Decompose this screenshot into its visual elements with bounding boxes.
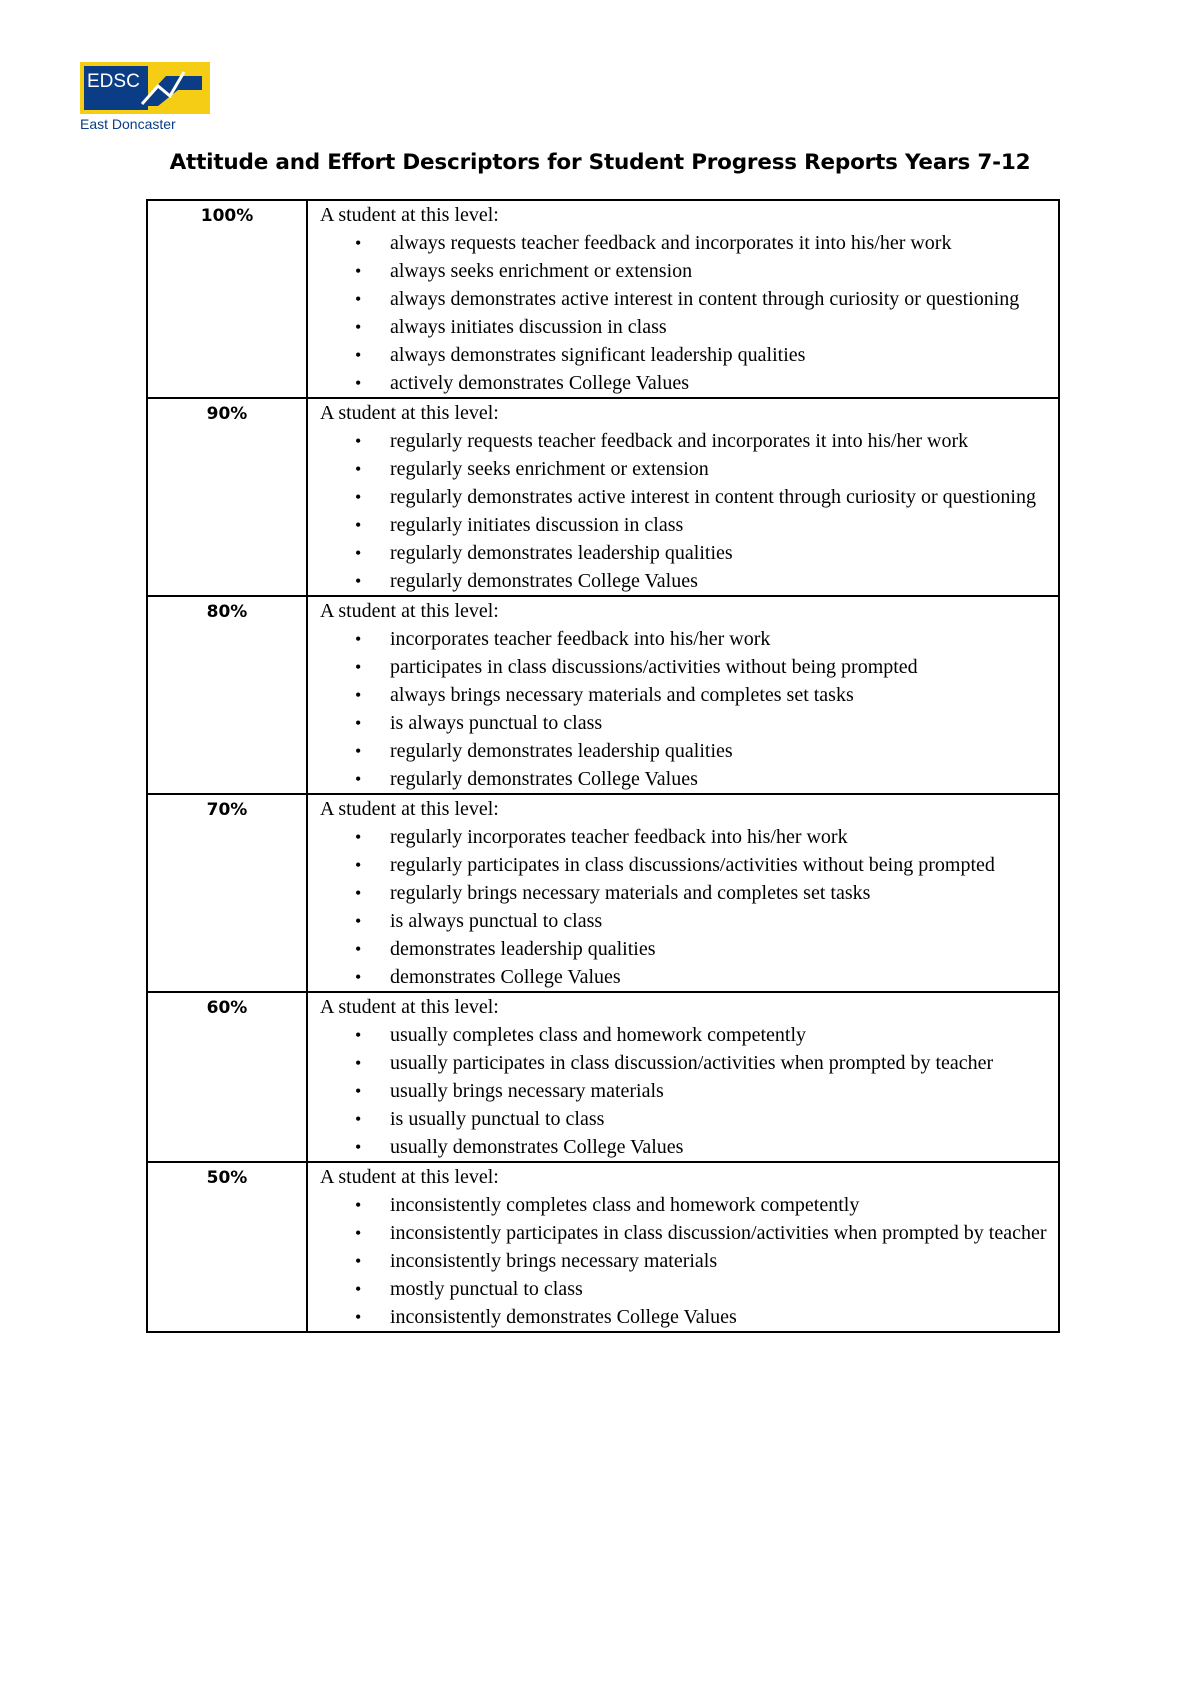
list-item: • usually demonstrates College Values [390, 1133, 1048, 1161]
list-item: • inconsistently brings necessary materials [390, 1247, 1048, 1275]
list-item: • participates in class discussions/activities without being prompted [390, 653, 1048, 681]
list-item: • always requests teacher feedback and incorporates it into his/her work [390, 229, 1048, 257]
descriptor-list [318, 823, 1048, 991]
descriptor-list [318, 1191, 1048, 1331]
list-item: • regularly initiates discussion in class [390, 511, 1048, 539]
list-item: • always demonstrates significant leadership qualities [390, 341, 1048, 369]
list-item: • inconsistently completes class and homework competently [390, 1191, 1048, 1219]
table-row [147, 596, 1059, 794]
list-item: • regularly demonstrates College Values [390, 567, 1048, 595]
logo-name: East Doncaster [80, 116, 176, 132]
list-item: • is always punctual to class [390, 709, 1048, 737]
level-description [307, 398, 1059, 596]
table-row [147, 1162, 1059, 1332]
logo-abbr: EDSC [87, 71, 140, 92]
level-percentage: 80% [147, 596, 307, 794]
list-item: • demonstrates leadership qualities [390, 935, 1048, 963]
level-intro: A student at this level: [320, 798, 499, 820]
table-row [147, 794, 1059, 992]
list-item: • incorporates teacher feedback into his/her work [390, 625, 1048, 653]
list-item: • regularly demonstrates College Values [390, 765, 1048, 793]
level-percentage: 60% [147, 992, 307, 1162]
list-item: • regularly demonstrates leadership qualities [390, 539, 1048, 567]
level-percentage: 70% [147, 794, 307, 992]
level-description [307, 1162, 1059, 1332]
list-item: • regularly demonstrates active interest in content through curiosity or questioning [390, 483, 1048, 511]
descriptor-list [318, 625, 1048, 793]
list-item: • regularly seeks enrichment or extension [390, 455, 1048, 483]
list-item: • regularly participates in class discussions/activities without being prompted [390, 851, 1048, 879]
level-description [307, 992, 1059, 1162]
list-item: • usually completes class and homework competently [390, 1021, 1048, 1049]
list-item: • actively demonstrates College Values [390, 369, 1048, 397]
list-item: • regularly demonstrates leadership qualities [390, 737, 1048, 765]
level-description [307, 794, 1059, 992]
descriptor-list [318, 1021, 1048, 1161]
page-title: Attitude and Effort Descriptors for Student Progress Reports Years 7-12 [169, 150, 1031, 175]
list-item: • usually brings necessary materials [390, 1077, 1048, 1105]
list-item: • regularly incorporates teacher feedback into his/her work [390, 823, 1048, 851]
descriptors-table [146, 199, 1060, 1333]
level-intro: A student at this level: [320, 402, 499, 424]
descriptor-list [318, 229, 1048, 397]
level-percentage: 50% [147, 1162, 307, 1332]
list-item: • regularly requests teacher feedback and incorporates it into his/her work [390, 427, 1048, 455]
list-item: • inconsistently participates in class discussion/activities when prompted by teacher [390, 1219, 1048, 1247]
table-row [147, 398, 1059, 596]
table-row [147, 200, 1059, 398]
level-percentage: 100% [147, 200, 307, 398]
descriptor-list [318, 427, 1048, 595]
list-item: • always initiates discussion in class [390, 313, 1048, 341]
list-item: • regularly brings necessary materials and completes set tasks [390, 879, 1048, 907]
level-intro: A student at this level: [320, 204, 499, 226]
list-item: • mostly punctual to class [390, 1275, 1048, 1303]
table-row [147, 992, 1059, 1162]
list-item: • is always punctual to class [390, 907, 1048, 935]
list-item: • always brings necessary materials and completes set tasks [390, 681, 1048, 709]
level-intro: A student at this level: [320, 996, 499, 1018]
level-intro: A student at this level: [320, 1166, 499, 1188]
level-description [307, 200, 1059, 398]
school-logo-icon [80, 62, 210, 114]
list-item: • inconsistently demonstrates College Values [390, 1303, 1048, 1331]
level-description [307, 596, 1059, 794]
level-intro: A student at this level: [320, 600, 499, 622]
level-percentage: 90% [147, 398, 307, 596]
list-item: • always demonstrates active interest in content through curiosity or questioning [390, 285, 1048, 313]
list-item: • usually participates in class discussion/activities when prompted by teacher [390, 1049, 1048, 1077]
list-item: • is usually punctual to class [390, 1105, 1048, 1133]
school-logo [80, 62, 210, 132]
list-item: • demonstrates College Values [390, 963, 1048, 991]
list-item: • always seeks enrichment or extension [390, 257, 1048, 285]
